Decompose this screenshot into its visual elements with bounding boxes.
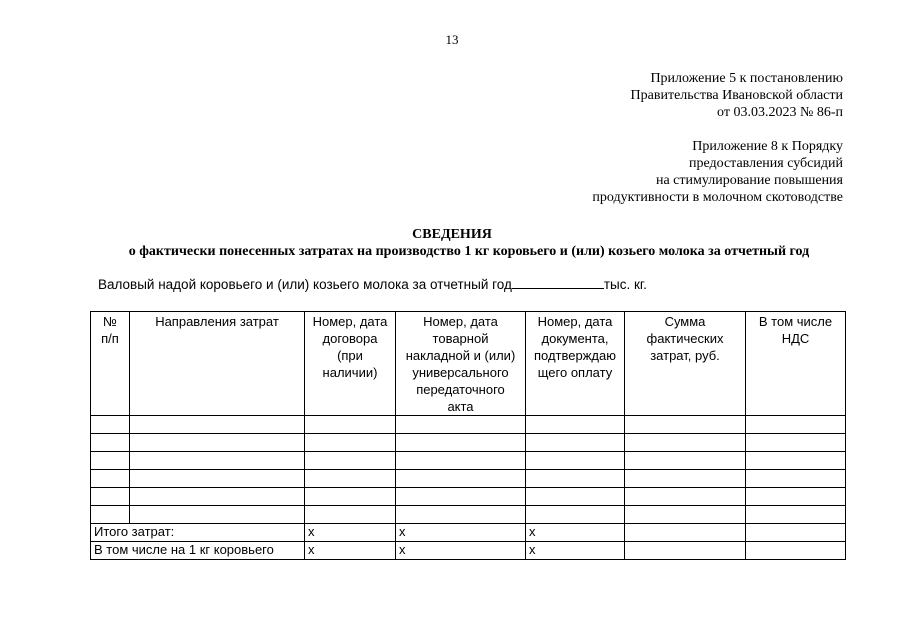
table-cell[interactable]	[130, 470, 305, 488]
per-kg-sum-cell[interactable]	[625, 542, 746, 560]
header-invoice	[396, 312, 526, 416]
header-line: акта	[447, 399, 474, 414]
document-title: СВЕДЕНИЯ	[412, 227, 492, 242]
table-cell[interactable]	[625, 470, 746, 488]
per-kg-label: В том числе на 1 кг коровьего	[91, 542, 305, 560]
header-vat	[746, 312, 846, 416]
milk-volume-unit: тыс. кг.	[603, 277, 647, 292]
header-line: затрат, руб.	[650, 348, 720, 363]
table-cell[interactable]	[625, 488, 746, 506]
milk-volume-line	[98, 276, 647, 292]
per-kg-invoice-cell: x	[396, 542, 526, 560]
table-cell[interactable]	[396, 452, 526, 470]
total-payment-cell: x	[526, 524, 625, 542]
header-line: наличии)	[322, 365, 378, 380]
header-line: договора	[322, 331, 378, 346]
table-cell[interactable]	[396, 416, 526, 434]
table-cell[interactable]	[91, 488, 130, 506]
table-cell[interactable]	[526, 452, 625, 470]
appendix-line: Приложение 5 к постановлению	[650, 71, 843, 86]
table-cell[interactable]	[526, 434, 625, 452]
table-cell[interactable]	[91, 506, 130, 524]
document-title-block	[0, 226, 904, 260]
appendix-line: Правительства Ивановской области	[630, 88, 843, 103]
table-cell[interactable]	[746, 488, 846, 506]
table-cell[interactable]	[396, 506, 526, 524]
header-line: (при	[337, 348, 363, 363]
header-line: Направления затрат	[155, 314, 279, 329]
table-cell[interactable]	[396, 470, 526, 488]
table-cell[interactable]	[746, 452, 846, 470]
milk-volume-label: Валовый надой коровьего и (или) козьего молока за отчетный год	[98, 277, 512, 292]
table-cell[interactable]	[526, 470, 625, 488]
table-cell[interactable]	[526, 506, 625, 524]
table-row	[91, 434, 846, 452]
header-line: п/п	[101, 331, 119, 346]
table-cell[interactable]	[91, 470, 130, 488]
table-row	[91, 470, 846, 488]
header-line: НДС	[781, 331, 810, 346]
table-cell[interactable]	[746, 416, 846, 434]
header-actual-costs	[625, 312, 746, 416]
table-cell[interactable]	[396, 488, 526, 506]
per-kg-vat-cell[interactable]	[746, 542, 846, 560]
table-cell[interactable]	[625, 452, 746, 470]
table-row	[91, 488, 846, 506]
table-cell[interactable]	[91, 452, 130, 470]
table-cell[interactable]	[130, 434, 305, 452]
table-header-row	[91, 312, 846, 416]
table-cell[interactable]	[625, 434, 746, 452]
header-line: Номер, дата	[423, 314, 498, 329]
table-cell[interactable]	[625, 506, 746, 524]
table-row	[91, 452, 846, 470]
table-row	[91, 506, 846, 524]
header-line: щего оплату	[537, 365, 613, 380]
appendix-line: на стимулирование повышения	[655, 173, 843, 188]
table-cell[interactable]	[746, 506, 846, 524]
header-cost-direction	[130, 312, 305, 416]
appendix-line: продуктивности в молочном скотоводстве	[592, 190, 843, 205]
table-cell[interactable]	[130, 506, 305, 524]
total-contract-cell: x	[305, 524, 396, 542]
appendix-reference-resolution	[631, 70, 843, 121]
document-subtitle: о фактически понесенных затратах на производство 1 кг коровьего и (или) козьего молока за отчетный год	[128, 244, 810, 259]
appendix-reference-procedure	[592, 138, 843, 206]
appendix-line: от 03.03.2023 № 86-п	[717, 105, 843, 120]
table-cell[interactable]	[305, 506, 396, 524]
per-kg-contract-cell: x	[305, 542, 396, 560]
header-line: подтверждаю	[533, 348, 616, 363]
total-vat-cell[interactable]	[746, 524, 846, 542]
table-cell[interactable]	[746, 434, 846, 452]
per-kg-row	[91, 542, 846, 560]
header-line: накладной и (или)	[405, 348, 516, 363]
table-cell[interactable]	[130, 452, 305, 470]
table-cell[interactable]	[91, 434, 130, 452]
table-cell[interactable]	[625, 416, 746, 434]
total-costs-label: Итого затрат:	[91, 524, 305, 542]
header-line: Номер, дата	[312, 314, 388, 329]
page-number: 13	[445, 32, 459, 47]
header-payment-document	[526, 312, 625, 416]
milk-volume-blank-field[interactable]	[512, 276, 604, 289]
table-cell[interactable]	[305, 488, 396, 506]
table-cell[interactable]	[305, 416, 396, 434]
appendix-line: Приложение 8 к Порядку	[692, 139, 843, 154]
costs-table	[90, 311, 846, 560]
header-line: документа,	[541, 331, 609, 346]
total-costs-row	[91, 524, 846, 542]
appendix-line: предоставления субсидий	[688, 156, 843, 171]
header-line: Номер, дата	[537, 314, 613, 329]
table-cell[interactable]	[526, 416, 625, 434]
header-line: передаточного	[416, 382, 505, 397]
header-line: универсального	[412, 365, 509, 380]
table-cell[interactable]	[746, 470, 846, 488]
header-number	[91, 312, 130, 416]
total-sum-cell[interactable]	[625, 524, 746, 542]
table-cell[interactable]	[396, 434, 526, 452]
header-line: товарной	[432, 331, 489, 346]
table-cell[interactable]	[305, 434, 396, 452]
table-cell[interactable]	[305, 470, 396, 488]
header-line: фактических	[646, 331, 724, 346]
table-cell[interactable]	[526, 488, 625, 506]
table-cell[interactable]	[305, 452, 396, 470]
header-contract	[305, 312, 396, 416]
header-line: Сумма	[664, 314, 706, 329]
table-cell[interactable]	[91, 416, 130, 434]
table-cell[interactable]	[130, 416, 305, 434]
header-line: №	[103, 314, 117, 329]
header-line: В том числе	[758, 314, 833, 329]
per-kg-payment-cell: x	[526, 542, 625, 560]
table-cell[interactable]	[130, 488, 305, 506]
table-row	[91, 416, 846, 434]
total-invoice-cell: x	[396, 524, 526, 542]
